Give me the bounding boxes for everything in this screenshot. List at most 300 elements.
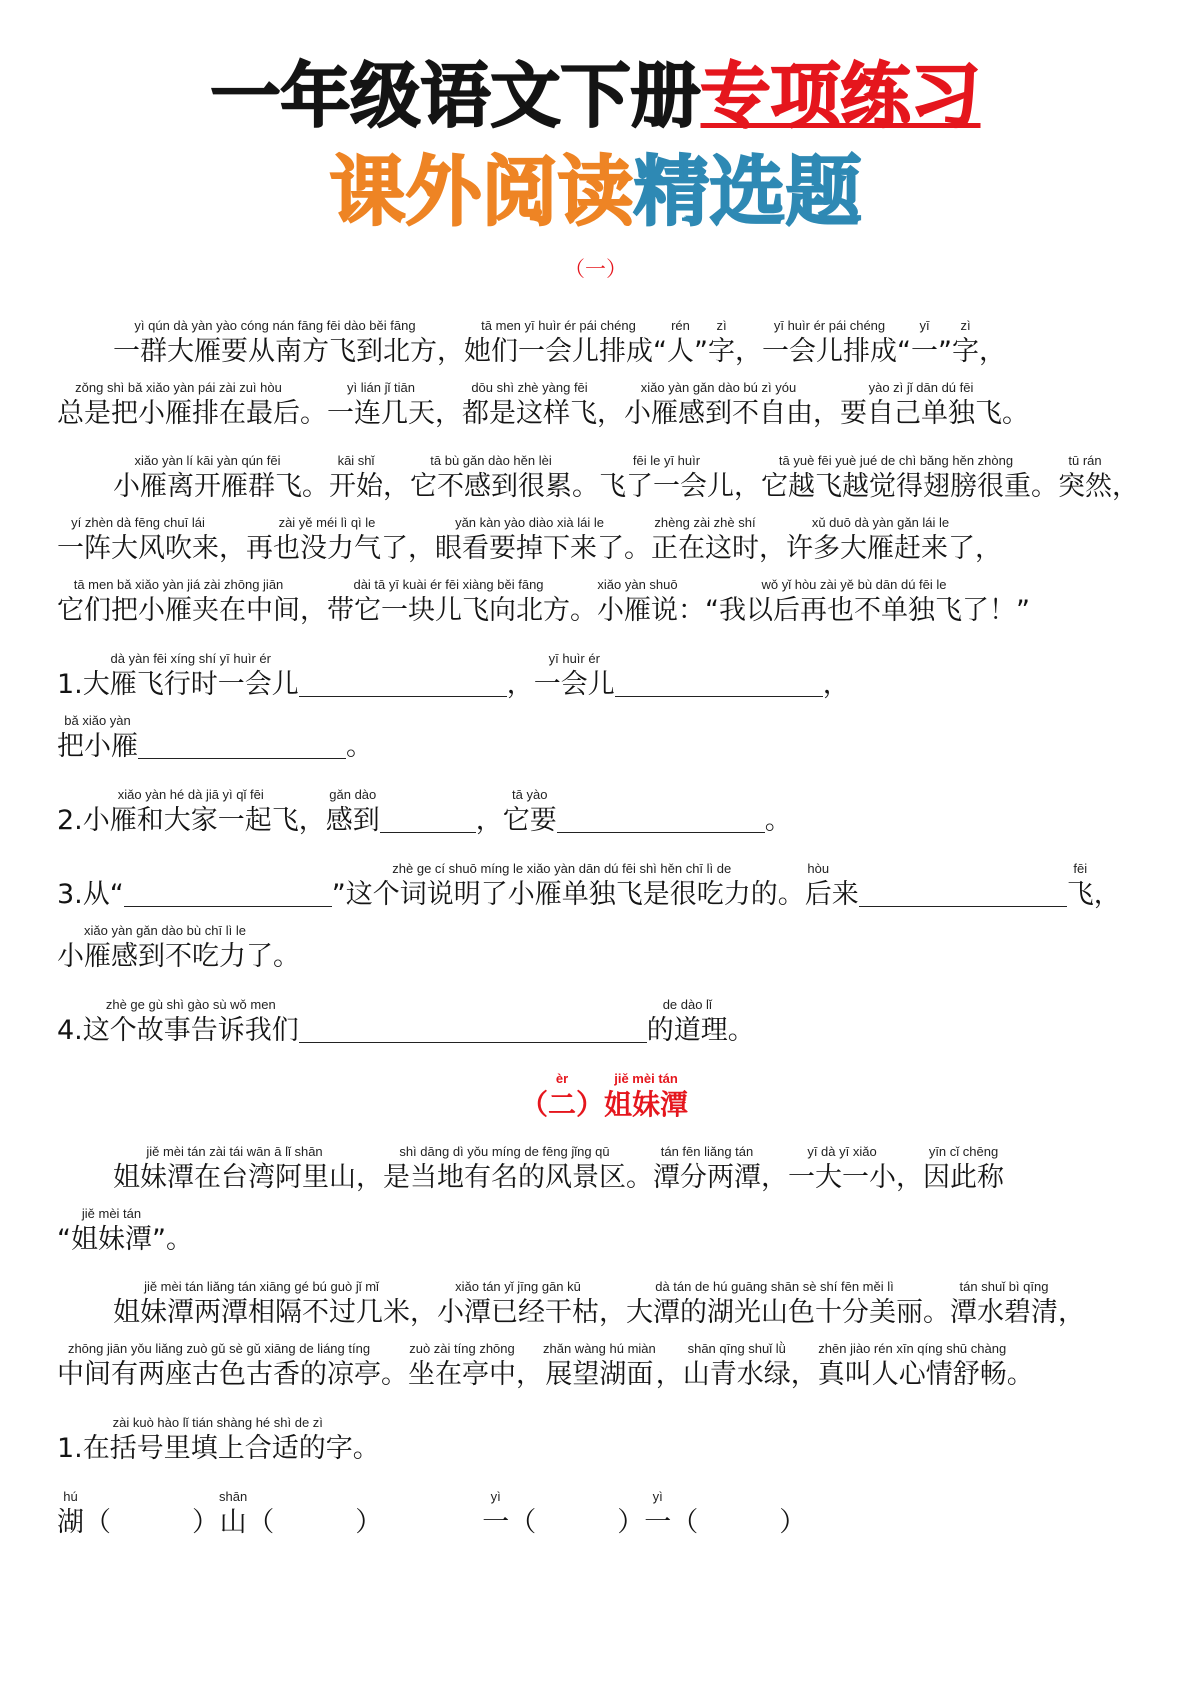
- punctuation: [765, 786, 792, 838]
- hanzi: 开始: [329, 471, 383, 502]
- word: [57, 1340, 381, 1392]
- answer-blank: [299, 650, 507, 702]
- pinyin: jiě mèi tán: [81, 1206, 142, 1221]
- pinyin: èr: [555, 1071, 569, 1086]
- hanzi: ，: [896, 1162, 923, 1193]
- hanzi: 一: [911, 336, 938, 367]
- punctuation: [734, 452, 761, 504]
- hanzi: 。: [273, 941, 300, 972]
- hanzi: ，: [761, 1162, 788, 1193]
- word: [626, 1278, 923, 1330]
- word: [708, 317, 735, 369]
- hanzi: 它不感到很累: [410, 471, 572, 502]
- punctuation: [832, 860, 859, 912]
- pinyin: yī: [919, 318, 930, 333]
- hanzi: 二: [547, 1088, 576, 1121]
- punctuation: [705, 576, 719, 628]
- hanzi: 小雁离开雁群飞: [113, 471, 302, 502]
- word: [57, 1488, 84, 1540]
- hanzi: ，: [437, 336, 464, 367]
- hanzi: 我以后再也不单独飞了: [719, 595, 989, 626]
- punctuation: [813, 379, 840, 431]
- word: [246, 514, 408, 566]
- hanzi: 因此称: [923, 1162, 1004, 1193]
- hanzi: ，: [759, 533, 786, 564]
- hanzi: 。: [1006, 1359, 1034, 1390]
- hanzi: 。: [1031, 471, 1058, 502]
- pinyin: xiǎo yàn lí kāi yàn qún fēi: [134, 453, 281, 468]
- hanzi: 姐妹潭: [71, 1224, 152, 1255]
- hanzi: 在括号里填上合适的字: [82, 1433, 353, 1464]
- hanzi: 。: [300, 398, 327, 429]
- section-1-label: （一）: [564, 257, 627, 281]
- punctuation: [300, 379, 327, 431]
- hanzi: ”: [152, 1224, 166, 1255]
- punctuation: [410, 1278, 437, 1330]
- hanzi: 小雁说: [597, 595, 678, 626]
- section-1: [0, 284, 1191, 1048]
- blank-line: [615, 668, 823, 697]
- hanzi: 中间有两座古色古香的凉亭: [57, 1359, 381, 1390]
- passage-line: [57, 1205, 1151, 1257]
- pinyin: yīn cǐ chēng: [928, 1144, 999, 1159]
- punctuation: [653, 317, 667, 369]
- word: [57, 576, 300, 628]
- word: [437, 1278, 599, 1330]
- hanzi: 这个词说明了小雁单独飞是很吃力的: [345, 879, 778, 910]
- word: [548, 1070, 576, 1122]
- word: [327, 576, 570, 628]
- word: [1067, 860, 1094, 912]
- punctuation: [57, 786, 83, 838]
- pinyin: xiǎo yàn gǎn dào bú zì yóu: [640, 380, 797, 395]
- hanzi: ，: [597, 398, 624, 429]
- passage-line: [57, 576, 1151, 628]
- punctuation: [570, 576, 597, 628]
- hanzi: （ ）: [247, 1507, 383, 1538]
- punctuation: [166, 1205, 193, 1257]
- word: [762, 317, 897, 369]
- word: [383, 1143, 626, 1195]
- hanzi: 。: [923, 1297, 950, 1328]
- hanzi: ）: [576, 1088, 605, 1121]
- punctuation: [572, 452, 599, 504]
- punctuation: [1058, 1278, 1085, 1330]
- passage-line: [57, 1278, 1151, 1330]
- punctuation: [791, 1340, 818, 1392]
- pinyin: yī huìr ér pái chéng: [773, 318, 886, 333]
- word: [786, 514, 975, 566]
- punctuation: [761, 1143, 788, 1195]
- pinyin: yī huìr ér: [548, 651, 600, 666]
- punctuation: [678, 576, 705, 628]
- answer-blank: [299, 996, 647, 1048]
- answer-blank: [557, 786, 765, 838]
- punctuation: [152, 1205, 166, 1257]
- punctuation: [273, 922, 300, 974]
- passage-paragraph: [57, 452, 1151, 628]
- hanzi: 这个故事告诉我们: [82, 1015, 299, 1046]
- pinyin: yī dà yī xiǎo: [807, 1144, 877, 1159]
- hanzi: 展望湖面: [545, 1359, 654, 1390]
- punctuation: [300, 576, 327, 628]
- hanzi: ，: [975, 533, 1002, 564]
- pinyin: tā men bǎ xiǎo yàn jiá zài zhōng jiān: [73, 577, 284, 592]
- punctuation: [381, 1340, 408, 1392]
- pinyin: gǎn dào: [329, 787, 377, 802]
- pinyin: jiě mèi tán: [614, 1071, 678, 1086]
- punctuation: [383, 452, 410, 504]
- punctuation: [346, 712, 373, 764]
- fill-in-line: [57, 1488, 1151, 1540]
- hanzi: （ ）: [509, 1507, 645, 1538]
- punctuation: [735, 317, 762, 369]
- word: [83, 1414, 353, 1466]
- hanzi: 。: [1002, 398, 1029, 429]
- punctuation: [110, 860, 124, 912]
- question: [57, 860, 1151, 974]
- word: [113, 452, 302, 504]
- passage-paragraph: [57, 1278, 1151, 1392]
- hanzi: 姐妹潭在台湾阿里山: [113, 1162, 356, 1193]
- hanzi: 4.: [57, 1015, 83, 1046]
- pinyin: wǒ yǐ hòu zài yě bù dān dú fēi le: [761, 577, 947, 592]
- hanzi: 再也没力气了: [246, 533, 408, 564]
- word: [599, 452, 734, 504]
- hanzi: “: [705, 595, 719, 626]
- hanzi: 1.: [57, 669, 83, 700]
- hanzi: 。: [381, 1359, 408, 1390]
- punctuation: [247, 1488, 382, 1540]
- hanzi: 是当地有名的风景区: [383, 1162, 626, 1193]
- question: [57, 786, 1151, 838]
- word: [1058, 452, 1112, 504]
- word: [326, 786, 380, 838]
- word: [346, 860, 778, 912]
- hanzi: 一会儿排成: [762, 336, 897, 367]
- pinyin: tā bù gǎn dào hěn lèi: [430, 453, 552, 468]
- pinyin: dài tā yī kuài ér fēi xiàng běi fāng: [353, 577, 544, 592]
- pinyin: xiǎo yàn shuō: [597, 577, 678, 592]
- hanzi: 。: [777, 879, 805, 910]
- punctuation: [1007, 1340, 1034, 1392]
- hanzi: 人: [667, 336, 694, 367]
- hanzi: 她们一会儿排成: [464, 336, 653, 367]
- word: [950, 1278, 1058, 1330]
- pinyin: zhǎn wàng hú miàn: [543, 1341, 656, 1356]
- hanzi: 。: [352, 1433, 380, 1464]
- punctuation: [823, 650, 850, 702]
- hanzi: ，: [813, 398, 840, 429]
- word: [911, 317, 938, 369]
- punctuation: [353, 1414, 380, 1466]
- pinyin: zhè ge cí shuō míng le xiǎo yàn dān dú fēi shì hěn chī lì de: [392, 861, 732, 876]
- hanzi: 2.: [57, 805, 83, 836]
- question-line: [57, 786, 1151, 838]
- word: [719, 576, 989, 628]
- punctuation: [1002, 379, 1029, 431]
- hanzi: ：: [678, 595, 705, 626]
- punctuation: [896, 1143, 923, 1195]
- word: [83, 650, 299, 702]
- answer-blank: [380, 786, 476, 838]
- answer-blank: [138, 712, 346, 764]
- blank-line: [557, 804, 765, 833]
- hanzi: 总是把小雁排在最后: [57, 398, 300, 429]
- hanzi: （: [519, 1088, 548, 1121]
- hanzi: ，: [790, 1359, 818, 1390]
- word: [788, 1143, 896, 1195]
- pinyin: zì: [960, 318, 971, 333]
- pinyin: yì qún dà yàn yào cóng nán fāng fēi dào běi fāng: [134, 318, 416, 333]
- punctuation: [671, 1488, 806, 1540]
- punctuation: [778, 860, 805, 912]
- hanzi: ”: [694, 336, 708, 367]
- punctuation: [759, 514, 786, 566]
- pinyin: yì: [490, 1489, 501, 1504]
- question-line: [57, 1414, 1151, 1466]
- punctuation: [1094, 860, 1121, 912]
- hanzi: 。: [302, 471, 329, 502]
- hanzi: 眼看要掉下来了: [435, 533, 624, 564]
- pinyin: hú: [63, 1489, 78, 1504]
- punctuation: [975, 514, 1002, 566]
- answer-blank: [124, 860, 332, 912]
- blank-line: [299, 668, 507, 697]
- fill-in-items: [57, 1488, 1151, 1540]
- hanzi: 一: [482, 1507, 510, 1538]
- hanzi: 大潭的湖光山色十分美丽: [626, 1297, 923, 1328]
- punctuation: [57, 1205, 71, 1257]
- punctuation: [520, 1070, 548, 1122]
- blank-line: [380, 804, 476, 833]
- punctuation: [408, 514, 435, 566]
- pinyin: tán fēn liǎng tán: [660, 1144, 754, 1159]
- word: [604, 1070, 688, 1122]
- hanzi: ，: [300, 595, 327, 626]
- punctuation: [435, 379, 462, 431]
- hanzi: ，: [979, 336, 1006, 367]
- pinyin: yì lián jǐ tiān: [347, 380, 415, 395]
- passage-line: [57, 1143, 1151, 1195]
- title-grade-subject: 一年级语文下册: [210, 55, 701, 137]
- hanzi: 1.: [57, 1433, 83, 1464]
- word: [57, 712, 138, 764]
- blank-line: [124, 878, 332, 907]
- pinyin: dōu shì zhè yàng fēi: [471, 380, 588, 395]
- subtitle-selected-questions: 精选题: [633, 147, 862, 236]
- word: [113, 1143, 356, 1195]
- question: [57, 996, 1151, 1048]
- punctuation: [437, 317, 464, 369]
- hanzi: 。: [764, 805, 792, 836]
- pinyin: zhèng zài zhè shí: [654, 515, 756, 530]
- word: [113, 1278, 410, 1330]
- hanzi: 的道理: [646, 1015, 728, 1046]
- word: [113, 317, 437, 369]
- punctuation: [332, 860, 346, 912]
- hanzi: ，: [435, 398, 462, 429]
- word: [408, 1340, 516, 1392]
- punctuation: [302, 452, 329, 504]
- punctuation: [84, 1488, 219, 1540]
- hanzi: 小潭已经干枯: [437, 1297, 599, 1328]
- punctuation: [923, 1278, 950, 1330]
- punctuation: [57, 996, 83, 1048]
- hanzi: 一会儿: [533, 669, 615, 700]
- pinyin: zhēn jiào rén xīn qíng shū chàng: [818, 1341, 1007, 1356]
- punctuation: [507, 650, 534, 702]
- word: [462, 379, 597, 431]
- passage-line: [57, 452, 1151, 504]
- pinyin: tán shuǐ bì qīng: [959, 1279, 1049, 1294]
- hanzi: 。: [626, 1162, 653, 1193]
- pinyin: de dào lǐ: [662, 997, 712, 1012]
- question-line: [57, 860, 1151, 912]
- hanzi: “: [57, 1224, 71, 1255]
- blank-line: [299, 1014, 647, 1043]
- question-line: [57, 712, 1151, 764]
- pinyin: fēi le yī huìr: [632, 453, 701, 468]
- subtitle-extracurricular-reading: 课外阅读: [329, 147, 634, 236]
- punctuation: [1016, 576, 1030, 628]
- word: [57, 514, 219, 566]
- hanzi: ，: [735, 336, 762, 367]
- punctuation: [656, 1340, 683, 1392]
- hanzi: ”: [1016, 595, 1030, 626]
- hanzi: 突然: [1058, 471, 1112, 502]
- hanzi: ，: [383, 471, 410, 502]
- hanzi: 许多大雁赶来了: [786, 533, 975, 564]
- passage-line: [57, 317, 1151, 369]
- hanzi: ，: [734, 471, 761, 502]
- hanzi: ，: [516, 1359, 543, 1390]
- hanzi: 坐在亭中: [408, 1359, 516, 1390]
- word: [329, 452, 383, 504]
- pinyin: xiǎo tán yǐ jīng gān kū: [455, 1279, 581, 1294]
- word: [543, 1340, 656, 1392]
- hanzi: ，: [410, 1297, 437, 1328]
- hanzi: “: [653, 336, 667, 367]
- hanzi: ，: [475, 805, 503, 836]
- pinyin: jiě mèi tán liǎng tán xiāng gé bú guò jǐ mǐ: [144, 1279, 379, 1294]
- hanzi: ”: [938, 336, 952, 367]
- pinyin: zǒng shì bǎ xiǎo yàn pái zài zuì hòu: [75, 380, 282, 395]
- pinyin: shì dāng dì yǒu míng de fēng jǐng qū: [399, 1144, 610, 1159]
- pinyin: xǔ duō dà yàn gǎn lái le: [811, 515, 950, 530]
- word: [71, 1205, 152, 1257]
- punctuation: [57, 1414, 83, 1466]
- question: [57, 650, 1151, 764]
- hanzi: 字: [708, 336, 735, 367]
- punctuation: [1112, 452, 1139, 504]
- punctuation: [516, 1340, 543, 1392]
- word: [624, 379, 813, 431]
- punctuation: [299, 786, 326, 838]
- punctuation: [728, 996, 755, 1048]
- punctuation: [57, 650, 83, 702]
- hanzi: 把小雁: [57, 731, 138, 762]
- hanzi: 一大一小: [788, 1162, 896, 1193]
- hanzi: ，: [1093, 879, 1121, 910]
- section-2: [0, 1070, 1191, 1540]
- question: [57, 1414, 1151, 1466]
- hanzi: 都是这样飞: [462, 398, 597, 429]
- hanzi: ，: [1058, 1297, 1085, 1328]
- hanzi: ，: [1112, 471, 1139, 502]
- punctuation: [576, 1070, 604, 1122]
- word: [923, 1143, 1004, 1195]
- punctuation: [938, 317, 952, 369]
- hanzi: 。: [570, 595, 597, 626]
- punctuation: [509, 1488, 644, 1540]
- hanzi: 湖: [57, 1507, 84, 1538]
- pinyin: zhōng jiān yǒu liǎng zuò gǔ sè gǔ xiāng de liáng tíng: [67, 1341, 371, 1356]
- question-line: [57, 922, 1151, 974]
- word: [653, 1143, 761, 1195]
- hanzi: 真叫人心情舒畅: [817, 1359, 1007, 1390]
- hanzi: 山青水绿: [682, 1359, 791, 1390]
- word: [534, 650, 615, 702]
- punctuation: [624, 514, 651, 566]
- pinyin: tā yào: [512, 787, 548, 802]
- pinyin: yí zhèn dà fēng chuī lái: [71, 515, 205, 530]
- word: [651, 514, 759, 566]
- hanzi: 潭水碧清: [950, 1297, 1058, 1328]
- pinyin: zuò zài tíng zhōng: [409, 1341, 515, 1356]
- pinyin: dà yàn fēi xíng shí yī huìr ér: [110, 651, 271, 666]
- pinyin: zhè ge gù shì gào sù wǒ men: [105, 997, 276, 1012]
- hanzi: “: [897, 336, 911, 367]
- answer-blank: [859, 860, 1067, 912]
- pinyin: tā yuè fēi yuè jué de chì bǎng hěn zhòng: [778, 453, 1014, 468]
- punctuation: [694, 317, 708, 369]
- word: [597, 576, 678, 628]
- hanzi: 飞: [1066, 879, 1094, 910]
- pinyin: shān: [219, 1489, 248, 1504]
- pinyin: fēi: [1073, 861, 1088, 876]
- word: [482, 1488, 509, 1540]
- hanzi: 。: [572, 471, 599, 502]
- pinyin: bǎ xiǎo yàn: [64, 713, 131, 728]
- blank-line: [859, 878, 1067, 907]
- hanzi: 小雁感到不自由: [624, 398, 813, 429]
- hanzi: 。: [166, 1224, 193, 1255]
- hanzi: 来: [831, 879, 859, 910]
- word: [761, 452, 1031, 504]
- hanzi: ，: [356, 1162, 383, 1193]
- punctuation: [356, 1143, 383, 1195]
- hanzi: 它越飞越觉得翅膀很重: [761, 471, 1031, 502]
- word: [83, 996, 299, 1048]
- pinyin: yǎn kàn yào diào xià lái le: [455, 515, 604, 530]
- word: [818, 1340, 1007, 1392]
- word: [435, 514, 624, 566]
- hanzi: 要自己单独飞: [840, 398, 1002, 429]
- word: [219, 1488, 247, 1540]
- hanzi: 大雁飞行时一会儿: [82, 669, 299, 700]
- word: [667, 317, 694, 369]
- hanzi: 它要: [502, 805, 557, 836]
- hanzi: ，: [506, 669, 534, 700]
- hanzi: 正在这时: [651, 533, 759, 564]
- hanzi: 后: [804, 879, 832, 910]
- pinyin: hòu: [807, 861, 830, 876]
- hanzi: 。: [727, 1015, 755, 1046]
- pinyin: tā men yī huìr ér pái chéng: [481, 318, 636, 333]
- word: [503, 786, 557, 838]
- passage-line: [57, 514, 1151, 566]
